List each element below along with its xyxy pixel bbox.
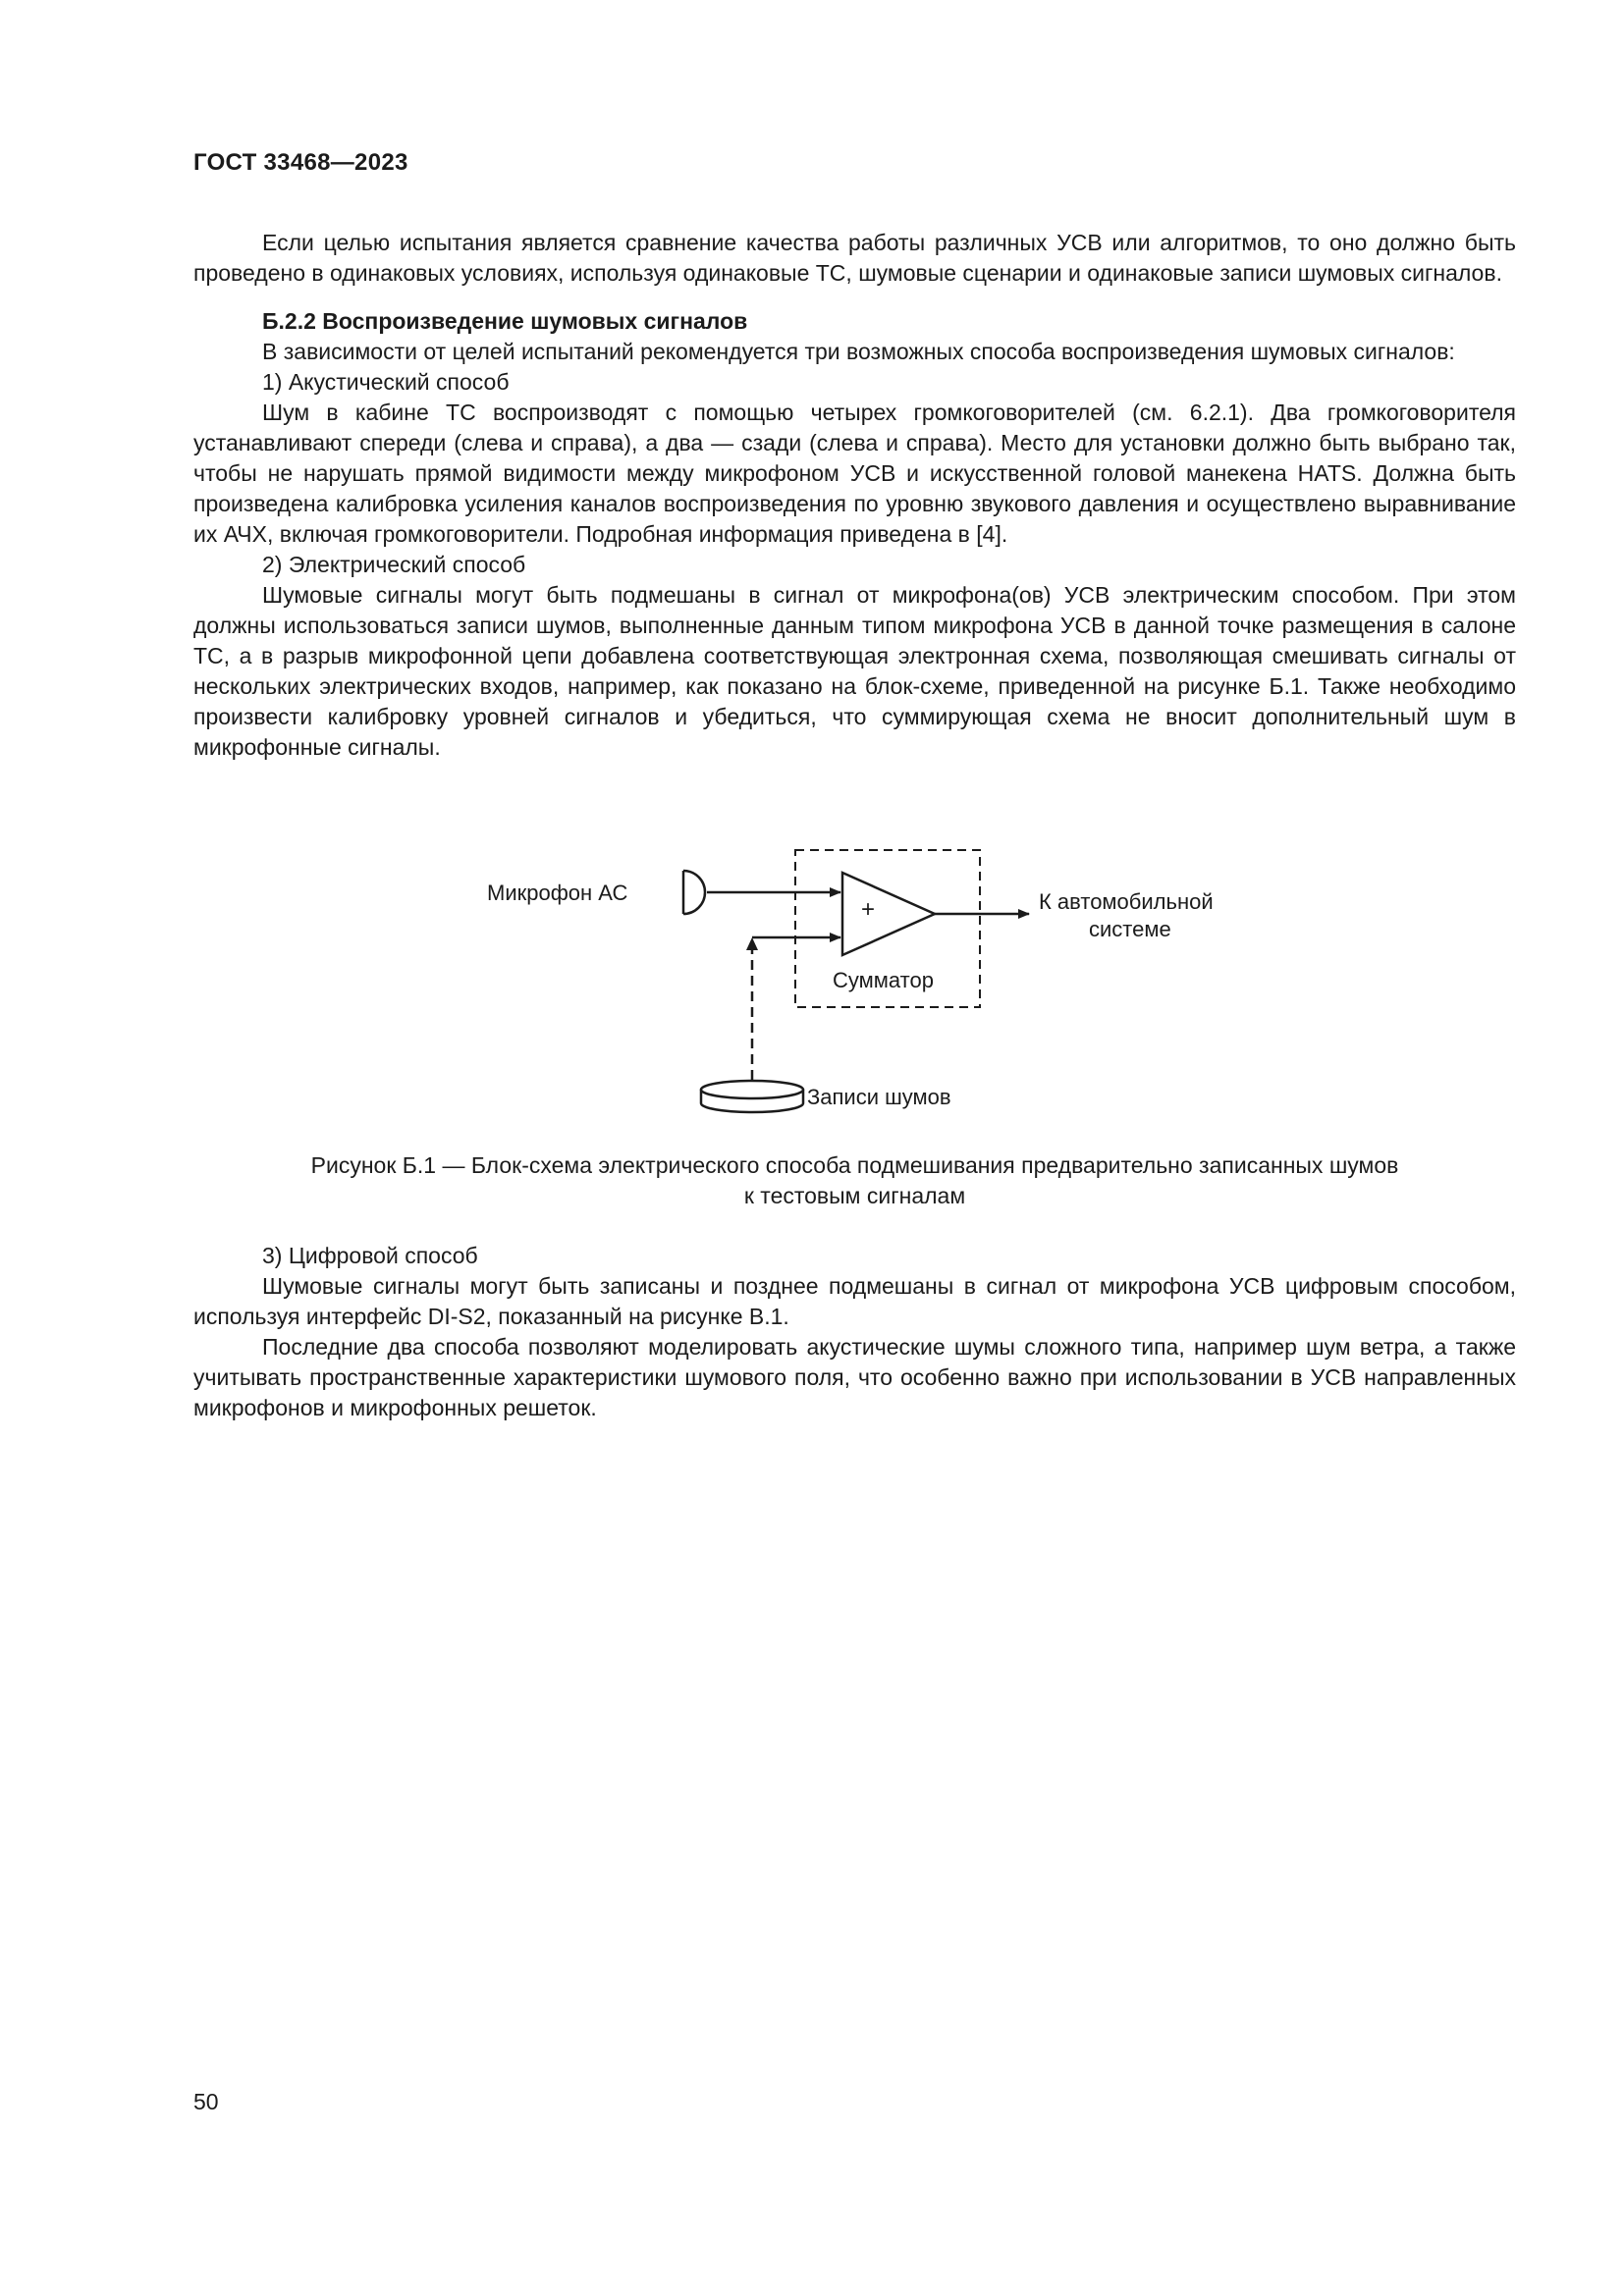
document-header: ГОСТ 33468—2023 [193,149,408,176]
section-heading: Б.2.2 Воспроизведение шумовых сигналов [262,308,748,334]
mic-label: Микрофон АС [487,881,628,905]
intro-paragraph: Если целью испытания является сравнение качества работы различных УСВ или алгоритмов, то оно должно быть проведено в одинаковых условиях, используя одинаковые ТС, шумовые сценарии и одинаковые записи шумовых сигналов. [193,230,1516,286]
method1-title: 1) Акустический способ [262,369,510,395]
noise-records-label: Записи шумов [807,1085,951,1109]
summator-box [795,850,980,1007]
output-label-line2: системе [1089,917,1171,941]
closing-paragraph: Последние два способа позволяют моделировать акустические шумы сложного типа, например шум ветра, а также учитывать пространственные характеристики шумового поля, что особенно важно при использовании в УСВ направленных микрофонов и микрофонных решеток. [193,1334,1516,1420]
output-label-line1: К автомобильной [1039,889,1214,914]
method3-title: 3) Цифровой способ [262,1243,478,1268]
method2-title: 2) Электрический способ [262,552,526,577]
figure-caption-line1: Рисунок Б.1 — Блок-схема электрического способа подмешивания предварительно записанных шумов [310,1152,1399,1178]
summator-label: Сумматор [833,968,934,992]
page-number: 50 [193,2089,219,2114]
section-intro-paragraph: В зависимости от целей испытаний рекомендуется три возможных способа воспроизведения шумовых сигналов: [262,339,1455,364]
microphone-icon [683,871,705,914]
figure-caption-line2: к тестовым сигналам [743,1183,966,1208]
method3-paragraph: Шумовые сигналы могут быть записаны и позднее подмешаны в сигнал от микрофона УСВ цифровым способом, используя интерфейс DI-S2, показанный на рисунке В.1. [193,1273,1516,1329]
document-body [193,228,1516,763]
plus-sign: + [861,896,876,923]
document-body-continued [193,1241,1516,1423]
method2-paragraph: Шумовые сигналы могут быть подмешаны в сигнал от микрофона(ов) УСВ электрическим способом. При этом должны использоваться записи шумов, выполненные данным типом микрофона УСВ в данной точке размещения в салоне ТС, а в разрыв микрофонной цепи добавлена соответствующая электронная схема, позволяющая смешивать сигналы от нескольких электрических входов, например, как показано на блок-схеме, приведенной на рисунке Б.1. Также необходимо произвести калибровку уровней сигналов и убедиться, что суммирующая схема не вносит дополнительный шум в микрофонные сигналы. [193,582,1516,760]
summator-amplifier [842,873,935,955]
method1-paragraph: Шум в кабине ТС воспроизводят с помощью четырех громкоговорителей (см. 6.2.1). Два громкоговорителя устанавливают спереди (слева и справа), а два — сзади (слева и справа). Место для установки должно быть выбрано так, чтобы не нарушать прямой видимости между микрофоном УСВ и искусственной головой манекена HATS. Должна быть произведена калибровка усиления каналов воспроизведения по уровню звукового давления и осуществлено выравнивание их АЧХ, включая громкоговорители. Подробная информация приведена в [4]. [193,400,1516,547]
figure-caption [193,1150,1516,1211]
noise-up-arrowhead [746,937,758,950]
noise-records-disk-icon [701,1081,803,1112]
